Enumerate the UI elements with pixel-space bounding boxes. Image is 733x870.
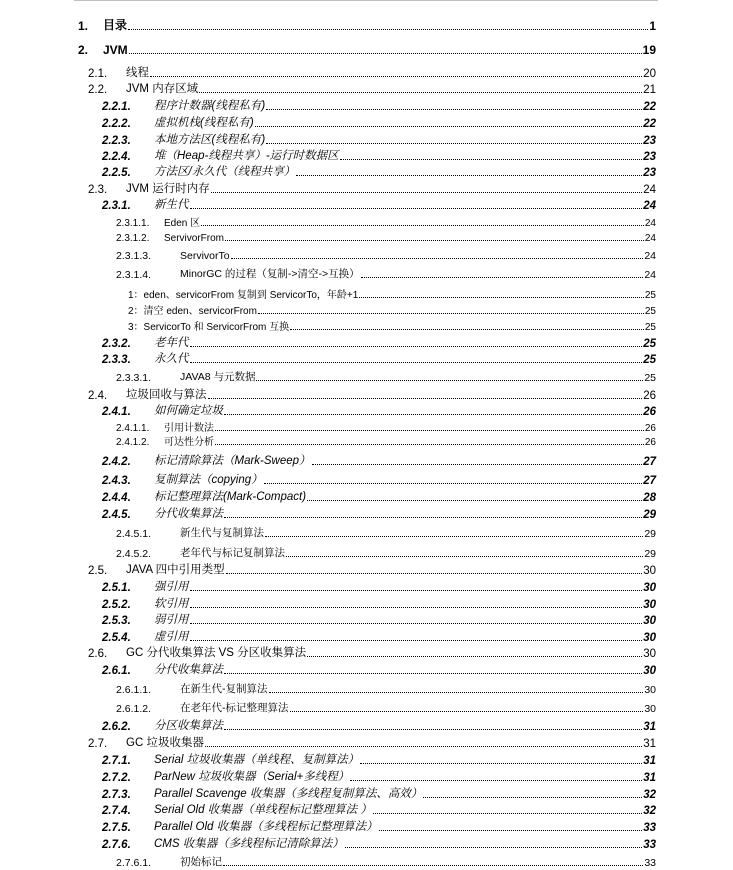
dot-leader: [359, 297, 644, 298]
toc-entry[interactable]: [116, 231, 656, 244]
toc-entry[interactable]: [128, 304, 656, 317]
toc-number: 2.3.1.2.: [116, 233, 150, 244]
dot-leader: [264, 483, 643, 484]
toc-page: 25: [643, 338, 656, 350]
dot-leader: [266, 143, 642, 144]
dot-leader: [307, 500, 642, 501]
toc-title: Parallel Scavenge 收集器（多线程复制算法、高效）: [154, 788, 423, 800]
toc-title: 堆（Heap-线程共享）-运行时数据区: [154, 150, 339, 162]
toc-title: 本地方法区(线程私有): [154, 134, 266, 146]
toc-number: 1.: [78, 19, 89, 33]
dot-leader: [350, 780, 642, 781]
toc-title: 新生代与复制算法: [180, 527, 264, 539]
toc-title: 弱引用: [154, 614, 189, 626]
toc-title: 标记整理算法(Mark-Compact): [154, 491, 307, 503]
dot-leader: [258, 313, 644, 314]
toc-entry[interactable]: [116, 248, 656, 262]
dot-leader: [226, 573, 643, 574]
toc-entry[interactable]: [102, 133, 656, 147]
toc-entry[interactable]: [102, 613, 656, 627]
dot-leader: [231, 258, 644, 259]
toc-page: 19: [642, 43, 656, 57]
toc-title: 老年代与标记复制算法: [180, 547, 285, 559]
toc-title: MinorGC 的过程（复制->清空->互换）: [180, 268, 360, 280]
toc-entry[interactable]: [116, 435, 656, 448]
toc-entry[interactable]: [102, 198, 656, 212]
toc-entry[interactable]: [128, 288, 656, 301]
toc-page: 29: [643, 509, 656, 521]
toc-page: 30: [643, 615, 656, 627]
toc-page: 20: [643, 68, 656, 80]
toc-entry[interactable]: [78, 18, 656, 33]
toc-number: 2.6.2.: [102, 721, 131, 733]
toc-page: 24: [644, 250, 656, 262]
toc-page: 31: [643, 721, 656, 733]
toc-entry[interactable]: [116, 267, 656, 281]
toc-title: GC 分代收集算法 VS 分区收集算法: [126, 647, 307, 659]
dot-leader: [256, 380, 643, 381]
toc-number: 2.4.2.: [102, 456, 131, 468]
toc-page: 26: [644, 423, 656, 434]
toc-entry[interactable]: [78, 42, 656, 57]
toc-title: Serial 垃圾收集器（单线程、复制算法）: [154, 754, 360, 766]
toc-title: 程序计数器(线程私有): [154, 100, 266, 112]
toc-number: 2.7.3.: [102, 789, 131, 801]
toc-title: 永久代: [154, 353, 189, 365]
toc-number: 2.6.1.: [102, 665, 131, 677]
toc-entry[interactable]: [102, 116, 656, 130]
dot-leader: [290, 329, 644, 330]
toc-number: 2.4.: [88, 390, 108, 402]
toc-number: 2.3.3.1.: [116, 372, 152, 384]
toc-title: 如何确定垃圾: [154, 405, 223, 417]
toc-entry[interactable]: [116, 855, 656, 869]
toc-entry[interactable]: [128, 320, 656, 333]
toc-number: 2.4.1.: [102, 406, 131, 418]
dot-leader: [190, 346, 643, 347]
dot-leader: [269, 692, 644, 693]
toc-number: 2.1.: [88, 68, 108, 80]
dot-leader: [307, 656, 642, 657]
toc-number: 2.4.3.: [102, 475, 131, 487]
toc-title: 软引用: [154, 598, 189, 610]
toc-number: 2.7.4.: [102, 805, 131, 817]
toc-number: 2.7.6.: [102, 839, 131, 851]
toc-title: 虚拟机栈(线程私有): [154, 117, 254, 129]
dot-leader: [190, 607, 643, 608]
toc-page: 30: [644, 684, 656, 696]
toc-title: ServivorFrom: [164, 233, 225, 244]
toc-page: 23: [643, 135, 656, 147]
toc-page: 26: [644, 437, 656, 448]
toc-page: 22: [643, 101, 656, 113]
dot-leader: [211, 192, 643, 193]
toc-number: 2.5.: [88, 565, 108, 577]
top-rule: [74, 0, 658, 1]
toc-entry[interactable]: [116, 370, 656, 384]
toc-number: 2.7.6.1.: [116, 857, 152, 869]
dot-leader: [190, 623, 643, 624]
toc-number: 2.5.1.: [102, 582, 131, 594]
toc-number: 2.6.: [88, 648, 108, 660]
toc-number: 2.3.2.: [102, 338, 131, 350]
toc-entry[interactable]: [102, 454, 656, 468]
toc-entry[interactable]: [116, 546, 656, 560]
toc-number: 2.6.1.2.: [116, 703, 152, 715]
toc-page: 31: [643, 772, 656, 784]
toc-title: 引用计数法: [164, 423, 214, 434]
toc-entry[interactable]: [102, 630, 656, 644]
toc-entry[interactable]: [102, 580, 656, 594]
toc-page: 24: [643, 184, 656, 196]
toc-title: 3：ServicorTo 和 ServicorFrom 互换: [128, 322, 290, 333]
dot-leader: [312, 464, 643, 465]
toc-page: 29: [644, 548, 656, 560]
toc-entry[interactable]: [102, 753, 656, 767]
toc-number: 2.7.1.: [102, 755, 131, 767]
dot-leader: [290, 711, 644, 712]
toc-page: 31: [643, 755, 656, 767]
toc-title: 目录: [103, 18, 128, 32]
toc-entry[interactable]: [102, 663, 656, 677]
toc-entry[interactable]: [102, 149, 656, 163]
dot-leader: [340, 159, 643, 160]
toc-number: 2.3.3.: [102, 354, 131, 366]
toc-title: Serial Old 收集器（单线程标记整理算法 ）: [154, 804, 372, 816]
toc-page: 24: [643, 200, 656, 212]
toc-number: 2.3.1.4.: [116, 269, 152, 281]
dot-leader: [360, 763, 642, 764]
toc-number: 2.7.: [88, 738, 108, 750]
toc-page: 24: [644, 233, 656, 244]
toc-entry[interactable]: [88, 182, 656, 196]
toc-entry[interactable]: [116, 526, 656, 540]
toc-page: 31: [643, 738, 656, 750]
toc-page: 30: [643, 632, 656, 644]
toc-title: 方法区/永久代（线程共享）: [154, 166, 296, 178]
toc-page: 28: [643, 492, 656, 504]
toc-page: 33: [644, 857, 656, 869]
toc-title: ServivorTo: [180, 250, 230, 262]
dot-leader: [379, 830, 643, 831]
dot-leader: [361, 277, 644, 278]
toc-title: 新生代: [154, 199, 189, 211]
toc-number: 2.: [78, 43, 89, 57]
toc-title: 线程: [126, 67, 149, 79]
toc-entry[interactable]: [102, 770, 656, 784]
toc-title: JVM 运行时内存: [126, 183, 210, 195]
toc-title: 可达性分析: [164, 437, 214, 448]
toc-title: 分代收集算法: [154, 664, 223, 676]
toc-title: GC 垃圾收集器: [126, 737, 204, 749]
toc-page: 29: [644, 528, 656, 540]
toc-number: 2.2.: [88, 84, 108, 96]
toc-entry[interactable]: [102, 336, 656, 350]
dot-leader: [373, 813, 642, 814]
toc-page: 25: [643, 354, 656, 366]
toc-entry[interactable]: [116, 216, 656, 229]
toc-title: 强引用: [154, 581, 189, 593]
toc-entry[interactable]: [102, 837, 656, 851]
toc-title: Eden 区: [164, 218, 201, 229]
toc-number: 2.3.: [88, 184, 108, 196]
toc-page: 22: [643, 118, 656, 130]
toc-page: 25: [644, 306, 656, 317]
toc-number: 2.2.5.: [102, 167, 131, 179]
toc-page: 1: [649, 19, 656, 33]
toc-number: 2.2.1.: [102, 101, 131, 113]
dot-leader: [190, 640, 643, 641]
dot-leader: [223, 865, 643, 866]
toc-number: 2.4.4.: [102, 492, 131, 504]
toc-page: 21: [643, 84, 656, 96]
toc-page: 23: [643, 151, 656, 163]
dot-leader: [224, 729, 642, 730]
toc-page: 33: [643, 822, 656, 834]
dot-leader: [128, 29, 648, 30]
toc-entry[interactable]: [102, 99, 656, 113]
toc-title: 1：eden、servicorFrom 复制到 ServicorTo，年龄+1: [128, 290, 359, 301]
toc-title: JAVA8 与元数据: [180, 371, 256, 383]
toc-entry[interactable]: [88, 736, 656, 750]
toc-number: 2.4.1.1.: [116, 423, 150, 434]
toc-number: 2.5.4.: [102, 632, 131, 644]
dot-leader: [296, 175, 642, 176]
toc-number: 2.4.5.: [102, 509, 131, 521]
toc-entry[interactable]: [88, 646, 656, 660]
toc-entry[interactable]: [102, 165, 656, 179]
dot-leader: [208, 398, 643, 399]
dot-leader: [423, 797, 642, 798]
toc-title: 虚引用: [154, 631, 189, 643]
dot-leader: [190, 590, 643, 591]
toc-entry[interactable]: [116, 701, 656, 715]
toc-title: JVM: [103, 43, 128, 57]
toc-entry[interactable]: [102, 803, 656, 817]
toc-page: 27: [643, 456, 656, 468]
toc-title: 在新生代-复制算法: [180, 683, 268, 695]
toc-page: 32: [643, 805, 656, 817]
dot-leader: [224, 414, 642, 415]
dot-leader: [199, 92, 642, 93]
toc-title: 老年代: [154, 337, 189, 349]
toc-entry[interactable]: [102, 507, 656, 521]
toc-page: 23: [643, 167, 656, 179]
toc-page: 25: [644, 290, 656, 301]
dot-leader: [190, 362, 643, 363]
toc-title: Parallel Old 收集器（多线程标记整理算法）: [154, 821, 378, 833]
dot-leader: [215, 444, 644, 445]
toc-number: 2.3.1.3.: [116, 250, 152, 262]
toc-page: 26: [643, 390, 656, 402]
dot-leader: [286, 556, 643, 557]
toc-entry[interactable]: [88, 563, 656, 577]
toc-page: 30: [643, 565, 656, 577]
toc-entry[interactable]: [102, 719, 656, 733]
toc-page: 25: [644, 372, 656, 384]
toc-title: 2：清空 eden、servicorFrom: [128, 306, 257, 317]
toc-page: 33: [643, 839, 656, 851]
dot-leader: [215, 430, 644, 431]
toc-title: 分代收集算法: [154, 508, 223, 520]
toc-title: 复制算法（copying）: [154, 474, 263, 486]
dot-leader: [129, 53, 642, 54]
toc-title: 垃圾回收与算法: [126, 389, 207, 401]
toc-entry[interactable]: [102, 787, 656, 801]
dot-leader: [266, 109, 642, 110]
toc-page: 25: [644, 322, 656, 333]
toc-entry[interactable]: [102, 490, 656, 504]
dot-leader: [255, 126, 643, 127]
toc-title: 分区收集算法: [154, 720, 223, 732]
toc-title: 在老年代-标记整理算法: [180, 702, 289, 714]
toc-entry[interactable]: [102, 820, 656, 834]
toc-page: 32: [643, 789, 656, 801]
toc-title: ParNew 垃圾收集器（Serial+多线程）: [154, 771, 350, 783]
toc-number: 2.2.4.: [102, 151, 131, 163]
toc-number: 2.4.1.2.: [116, 437, 150, 448]
toc-number: 2.7.2.: [102, 772, 131, 784]
toc-page: 30: [643, 665, 656, 677]
dot-leader: [205, 746, 642, 747]
toc-title: 标记清除算法（Mark-Sweep）: [154, 455, 311, 467]
dot-leader: [201, 225, 644, 226]
toc-page: 27: [643, 475, 656, 487]
dot-leader: [150, 76, 642, 77]
toc-entry[interactable]: [102, 404, 656, 418]
toc-title: 初始标记: [180, 856, 222, 868]
toc-entry[interactable]: [88, 82, 656, 96]
toc-entry[interactable]: [102, 597, 656, 611]
toc-number: 2.4.5.2.: [116, 548, 152, 560]
toc-number: 2.2.2.: [102, 118, 131, 130]
dot-leader: [190, 208, 643, 209]
toc-page: 30: [643, 648, 656, 660]
toc-number: 2.5.2.: [102, 599, 131, 611]
toc-number: 2.6.1.1.: [116, 684, 152, 696]
dot-leader: [225, 240, 644, 241]
toc-number: 2.5.3.: [102, 615, 131, 627]
toc-entry[interactable]: [88, 388, 656, 402]
toc-page: 24: [644, 218, 656, 229]
toc-page: 24: [644, 269, 656, 281]
toc-page: 30: [643, 582, 656, 594]
toc-title: JAVA 四中引用类型: [126, 564, 225, 576]
toc-number: 2.3.1.1.: [116, 218, 150, 229]
toc-page: 30: [643, 599, 656, 611]
dot-leader: [224, 673, 642, 674]
toc-number: 2.7.5.: [102, 822, 131, 834]
toc-title: CMS 收集器（多线程标记清除算法）: [154, 838, 344, 850]
dot-leader: [265, 536, 643, 537]
toc-number: 2.4.5.1.: [116, 528, 152, 540]
toc-number: 2.2.3.: [102, 135, 131, 147]
toc-number: 2.3.1.: [102, 200, 131, 212]
toc-entry[interactable]: [88, 66, 656, 80]
toc-entry[interactable]: [102, 352, 656, 366]
dot-leader: [345, 847, 642, 848]
toc-page: 26: [643, 406, 656, 418]
toc-title: JVM 内存区域: [126, 83, 199, 95]
toc-entry[interactable]: [116, 682, 656, 696]
toc-entry[interactable]: [102, 473, 656, 487]
toc-page: 30: [644, 703, 656, 715]
dot-leader: [224, 517, 642, 518]
